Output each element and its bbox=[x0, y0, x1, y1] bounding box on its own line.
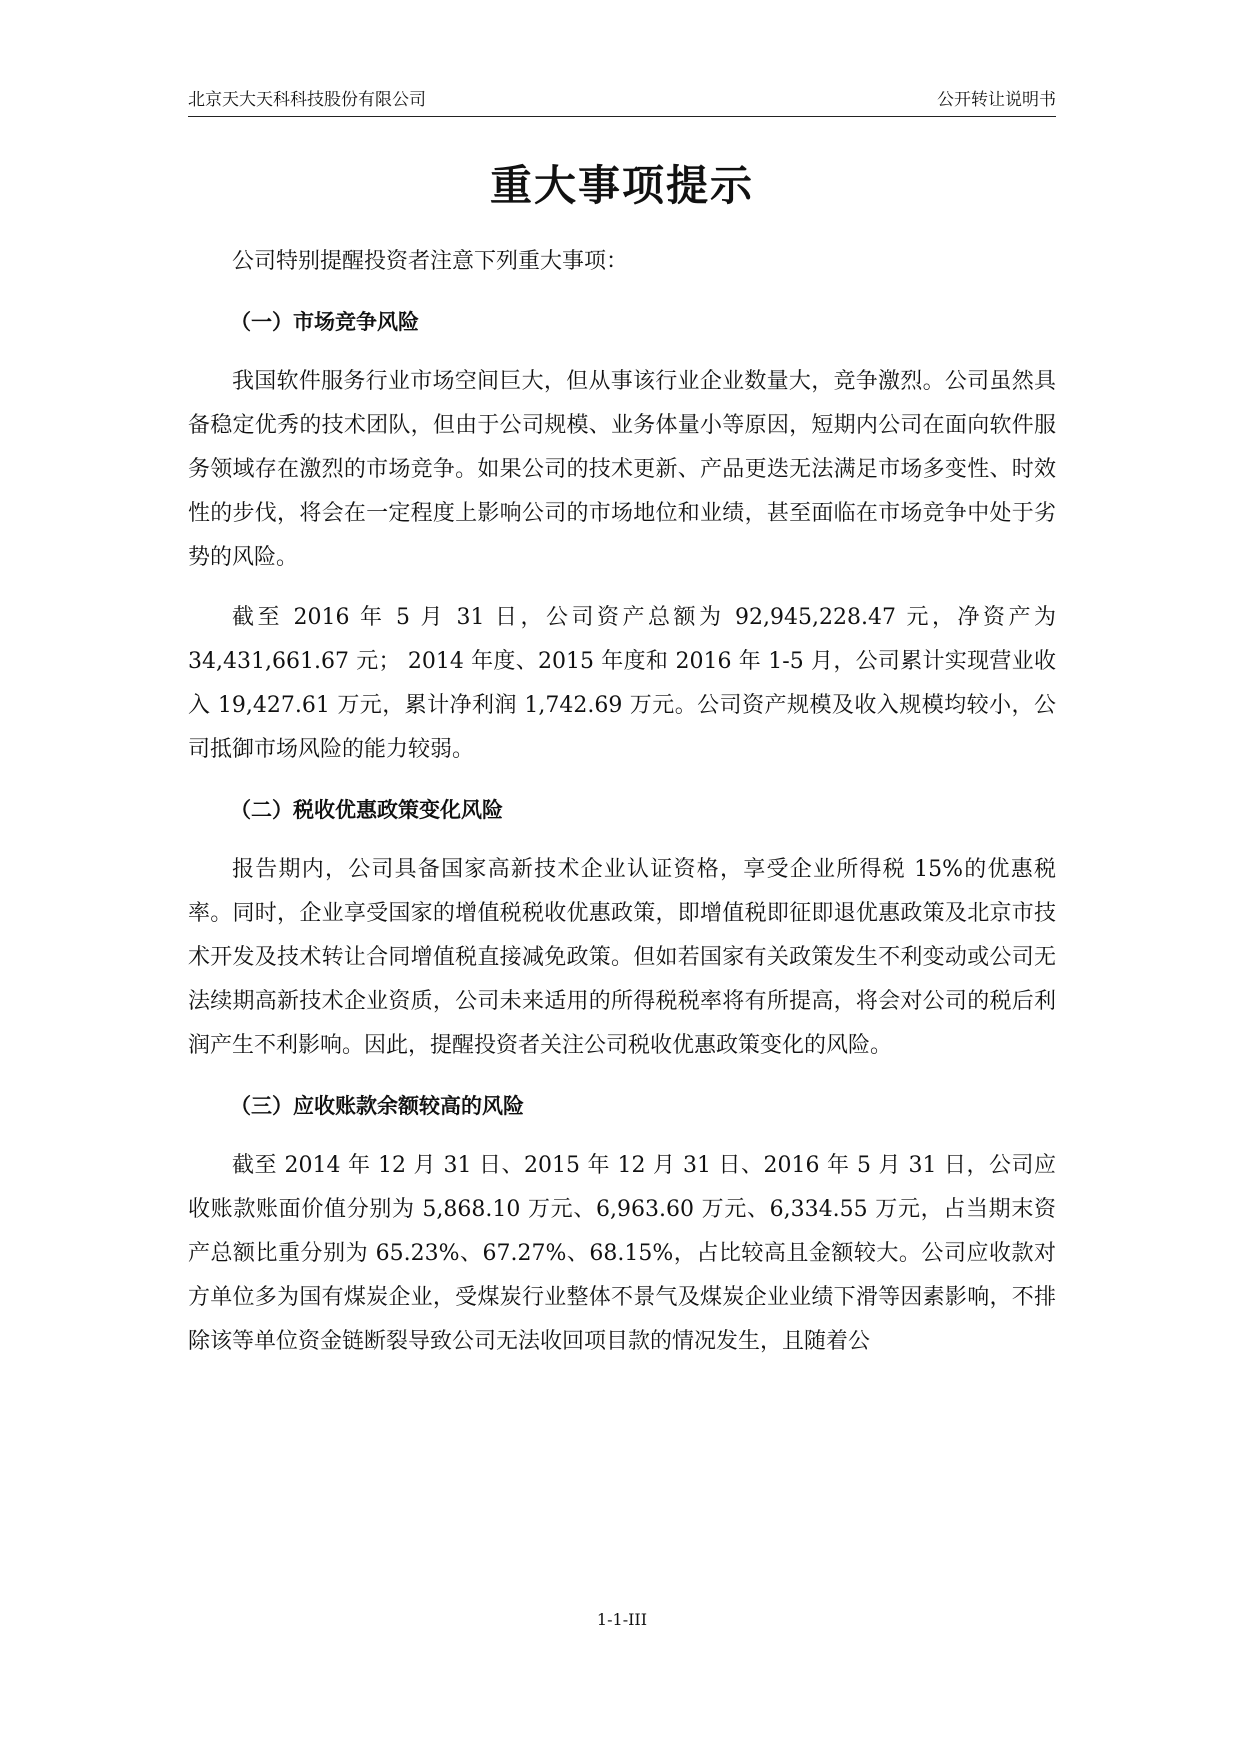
body-paragraph: 截至 2016 年 5 月 31 日，公司资产总额为 92,945,228.47 元，净资产为 34,431,661.67 元； 2014 年度、2015 年度和 2016 年 1-5 月，公司累计实现营业收入 19,427.61 万元，累计净利润 1,742.69 万元。公司资产规模及收入规模均较小，公司抵御市场风险的能力较弱。 bbox=[188, 605, 1056, 762]
body-paragraph: 报告期内，公司具备国家高新技术企业认证资格，享受企业所得税 15%的优惠税率。同时，企业享受国家的增值税税收优惠政策，即增值税即征即退优惠政策及北京市技术开发及技术转让合同增值税直接减免政策。但如若国家有关政策发生不利变动或公司无法续期高新技术企业资质，公司未来适用的所得税税率将有所提高，将会对公司的税后利润产生不利影响。因此，提醒投资者关注公司税收优惠政策变化的风险。 bbox=[188, 857, 1056, 1058]
section-receivables-risk bbox=[188, 1084, 1056, 1364]
body-paragraph: 截至 2014 年 12 月 31 日、2015 年 12 月 31 日、2016 年 5 月 31 日，公司应收账款账面价值分别为 5,868.10 万元、6,963.60 万元、6,334.55 万元，占当期末资产总额比重分别为 65.23%、67.27%、68.15%，占比较高且金额较大。公司应收款对方单位多为国有煤炭企业，受煤炭行业整体不景气及煤炭企业业绩下滑等因素影响，不排除该等单位资金链断裂导致公司无法收回项目款的情况发生，且随着公 bbox=[188, 1153, 1056, 1354]
page-title: 重大事项提示 bbox=[489, 161, 754, 210]
section-heading: （二）税收优惠政策变化风险 bbox=[230, 798, 503, 822]
page-number: 1-1-III bbox=[596, 1610, 648, 1629]
document-body bbox=[188, 240, 1056, 1364]
section-market-competition-risk bbox=[188, 300, 1056, 772]
page-header bbox=[188, 84, 1056, 117]
intro-paragraph: 公司特别提醒投资者注意下列重大事项： bbox=[232, 249, 629, 274]
header-document-type: 公开转让说明书 bbox=[937, 90, 1056, 110]
header-company-name: 北京天大天科科技股份有限公司 bbox=[188, 90, 426, 110]
body-paragraph: 我国软件服务行业市场空间巨大，但从事该行业企业数量大，竞争激烈。公司虽然具备稳定优秀的技术团队，但由于公司规模、业务体量小等原因，短期内公司在面向软件服务领域存在激烈的市场竞争。如果公司的技术更新、产品更迭无法满足市场多变性、时效性的步伐，将会在一定程度上影响公司的市场地位和业绩，甚至面临在市场竞争中处于劣势的风险。 bbox=[188, 369, 1056, 570]
section-tax-policy-risk bbox=[188, 788, 1056, 1068]
section-heading: （三）应收账款余额较高的风险 bbox=[230, 1094, 524, 1118]
section-heading: （一）市场竞争风险 bbox=[230, 310, 419, 334]
